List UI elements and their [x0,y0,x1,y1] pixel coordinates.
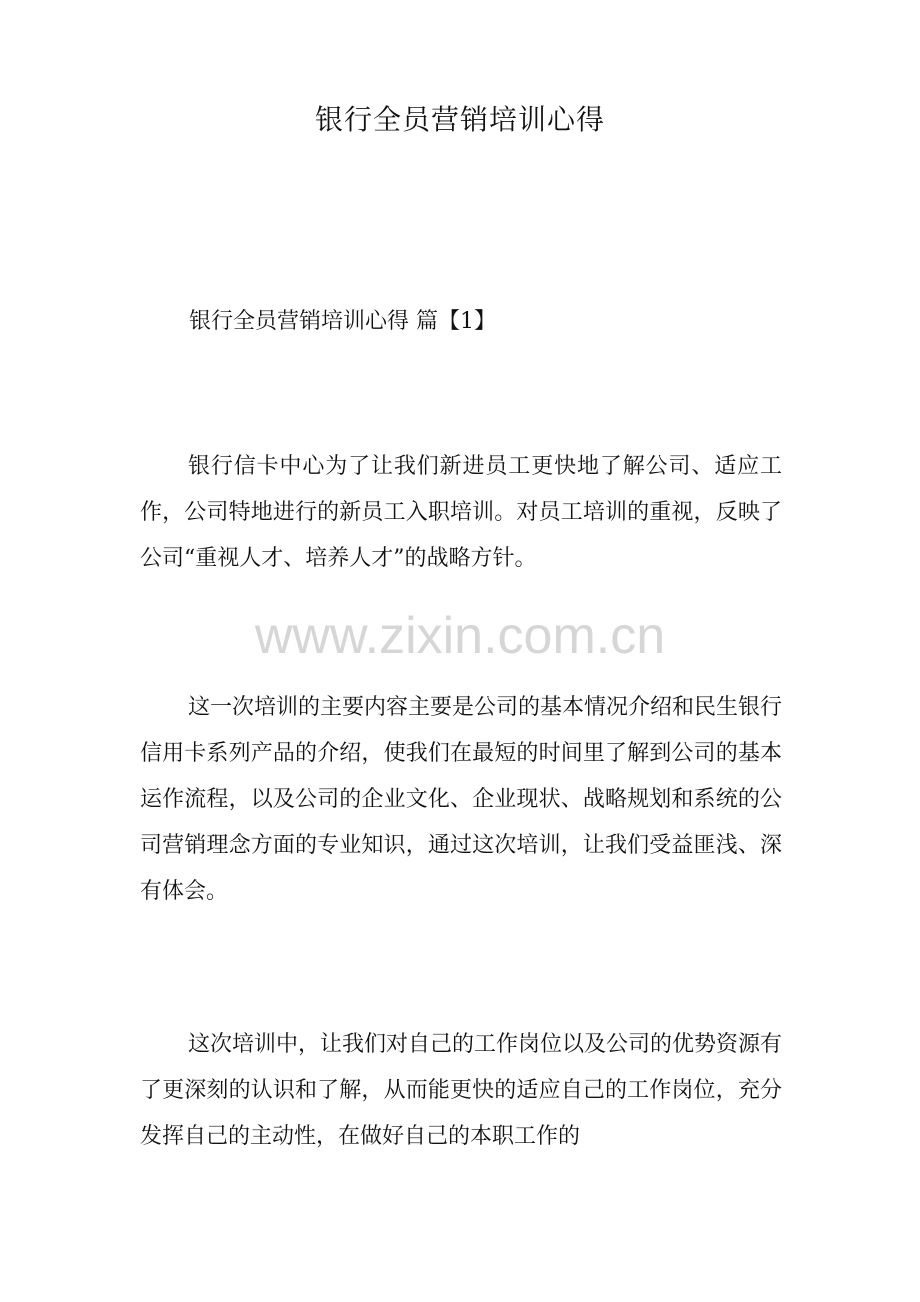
paragraph-1: 银行信卡中心为了让我们新进员工更快地了解公司、适应工作，公司特地进行的新员工入职培训。对员工培训的重视，反映了公司“重视人才、培养人才”的战略方针。 [140,454,782,571]
paragraph-3: 这次培训中，让我们对自己的工作岗位以及公司的优势资源有了更深刻的认识和了解，从而能更快的适应自己的工作岗位，充分发挥自己的主动性，在做好自己的本职工作的 [140,1032,783,1149]
section-heading: 银行全员营销培训心得 篇【1】 [189,309,496,334]
document-title: 银行全员营销培训心得 [314,103,605,136]
paragraph-2: 这一次培训的主要内容主要是公司的基本情况介绍和民生银行信用卡系列产品的介绍，使我们在最短的时间里了解到公司的基本运作流程，以及公司的企业文化、企业现状、战略规划和系统的公司营销理念方面的专业知识，通过这次培训，让我们受益匪浅、深有体会。 [140,695,783,904]
watermark-text: www.zixin.com.cn [254,607,666,665]
